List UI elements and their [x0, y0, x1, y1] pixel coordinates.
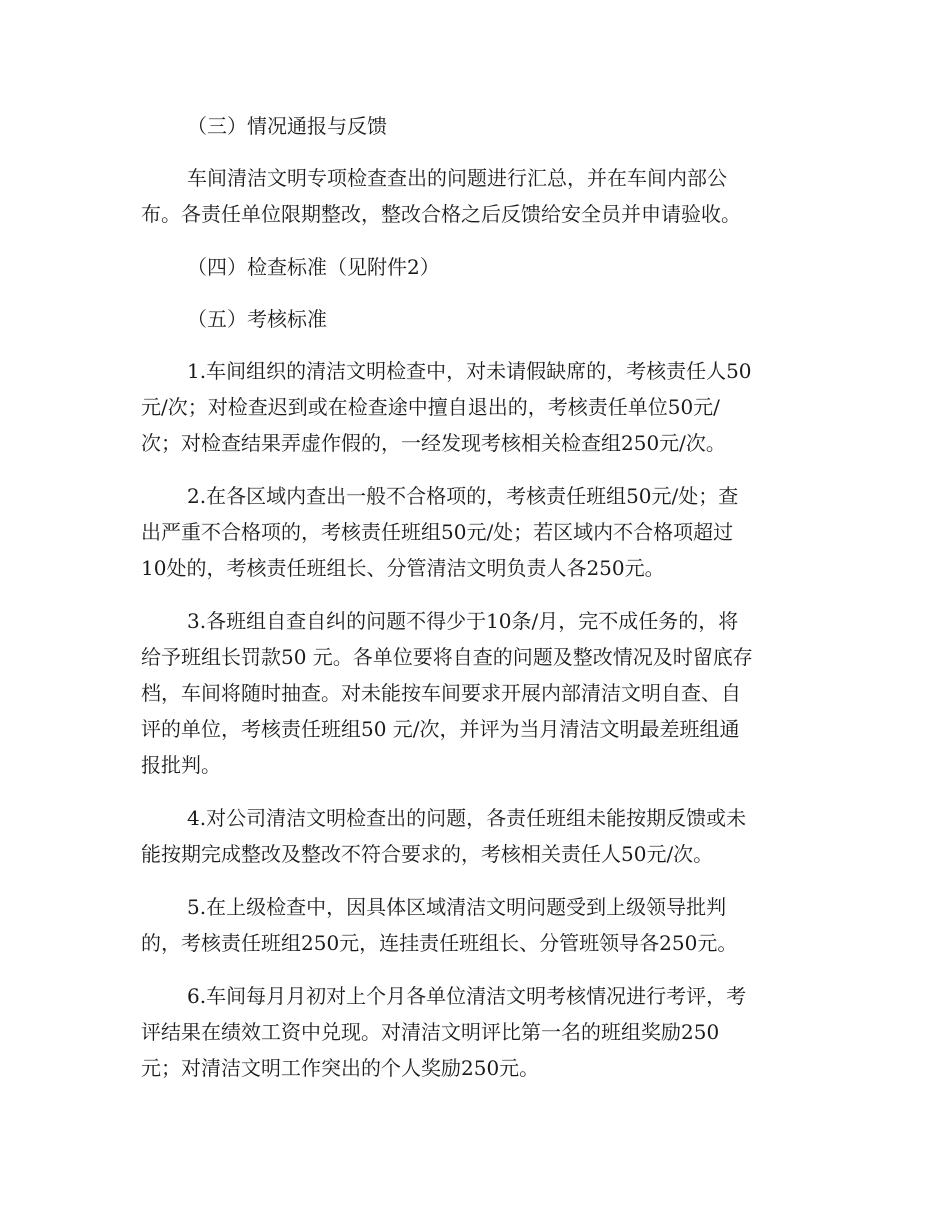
- list-item-1: [141, 353, 811, 461]
- document-body: [141, 108, 811, 1103]
- list-item-3: [141, 603, 811, 783]
- text-line: 布。各责任单位限期整改，整改合格之后反馈给安全员并申请验收。: [141, 202, 741, 226]
- text-line: 报批判。: [141, 753, 221, 777]
- text-line: 元；对清洁文明工作突出的个人奖励250元。: [141, 1056, 540, 1080]
- text-line: 能按期完成整改及整改不符合要求的，考核相关责任人50元/次。: [141, 842, 714, 866]
- text-line: 5.在上级检查中，因具体区域清洁文明问题受到上级领导批判: [187, 895, 727, 919]
- text-line: 出严重不合格项的，考核责任班组50元/处；若区域内不合格项超过: [141, 520, 734, 544]
- text-line: 2.在各区域内查出一般不合格项的，考核责任班组50元/处；查: [187, 484, 739, 508]
- section-heading-3: （三）情况通报与反馈: [187, 114, 387, 138]
- text-line: 给予班组长罚款50 元。各单位要将自查的问题及整改情况及时留底存: [141, 645, 753, 669]
- text-line: 6.车间每月月初对上个月各单位清洁文明考核情况进行考评，考: [187, 984, 747, 1008]
- text-line: 评的单位，考核责任班组50 元/次，并评为当月清洁文明最差班组通: [141, 717, 740, 741]
- text-line: 3.各班组自查自纠的问题不得少于10条/月，完不成任务的，将: [187, 609, 739, 633]
- text-line: 10处的，考核责任班组长、分管清洁文明负责人各250元。: [141, 556, 665, 580]
- text-line: 评结果在绩效工资中兑现。对清洁文明评比第一名的班组奖励250: [141, 1020, 720, 1044]
- text-line: 次；对检查结果弄虚作假的，一经发现考核相关检查组250元/次。: [141, 431, 726, 455]
- list-item-5: [141, 889, 811, 961]
- text-line: 的，考核责任班组250元，连挂责任班组长、分管班领导各250元。: [141, 931, 738, 955]
- list-item-6: [141, 978, 811, 1086]
- text-line: 车间清洁文明专项检查查出的问题进行汇总，并在车间内部公: [187, 166, 727, 190]
- paragraph-report-feedback: [141, 160, 811, 232]
- section-heading-4: （四）检查标准（见附件2）: [187, 255, 440, 279]
- text-line: 4.对公司清洁文明检查出的问题，各责任班组未能按期反馈或未: [187, 806, 747, 830]
- text-line: 1.车间组织的清洁文明检查中，对未请假缺席的，考核责任人50: [187, 359, 752, 383]
- list-item-4: [141, 800, 811, 872]
- section-heading-5: （五）考核标准: [187, 307, 327, 331]
- list-item-2: [141, 478, 811, 586]
- text-line: 档，车间将随时抽查。对未能按车间要求开展内部清洁文明自查、自: [141, 681, 741, 705]
- text-line: 元/次；对检查迟到或在检查途中擅自退出的，考核责任单位50元/: [141, 395, 720, 419]
